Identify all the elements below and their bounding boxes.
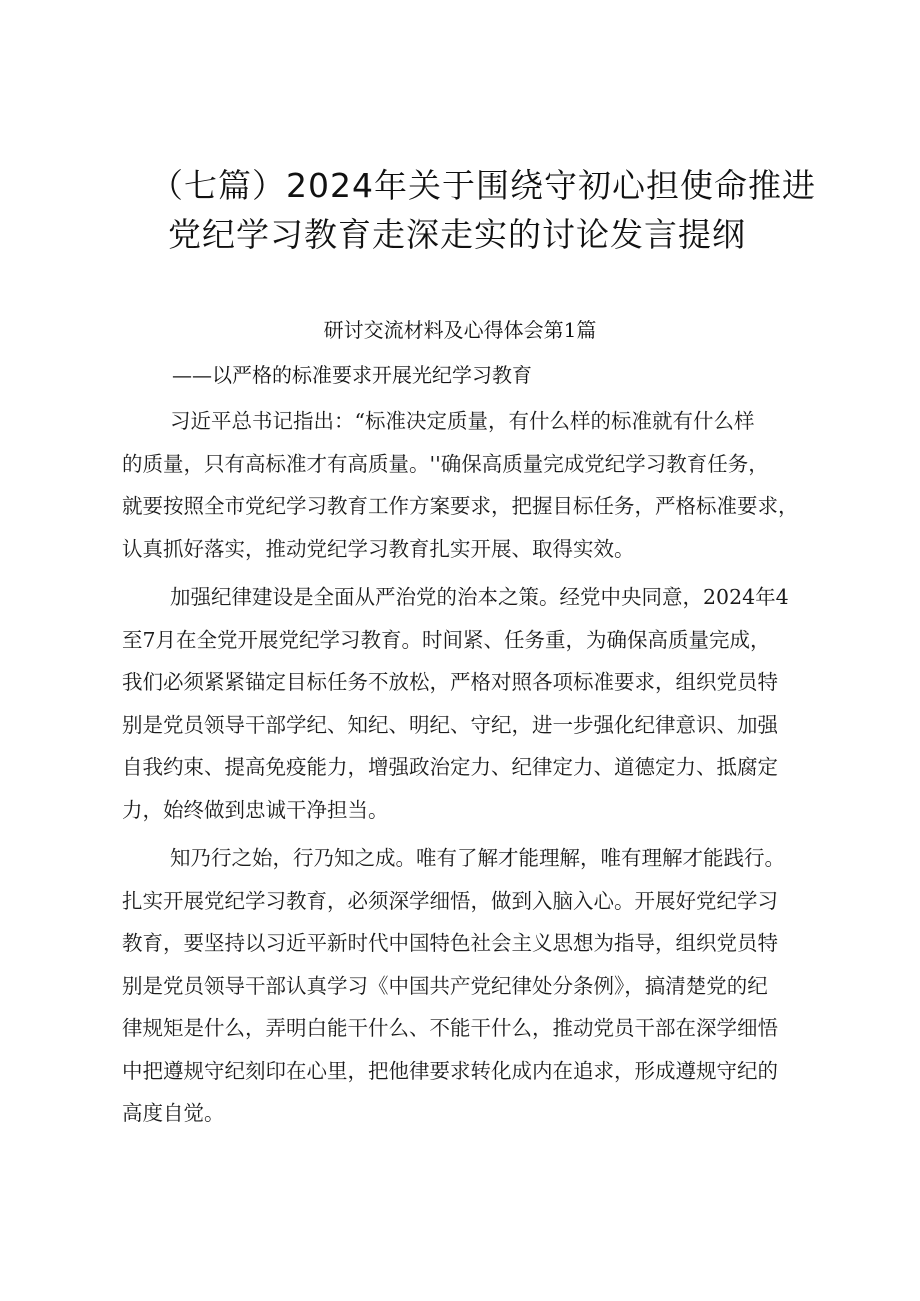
- document-title-line-2: 党纪学习教育走深走实的讨论发言提纲: [168, 215, 746, 254]
- paragraph-line: 自我约束、提高免疫能力，增强政治定力、纪律定力、道德定力、抵腐定: [122, 755, 778, 779]
- paragraph-3: [122, 837, 822, 1135]
- paragraph-line: 就要按照全市党纪学习教育工作方案要求，把握目标任务，严格标准要求，: [122, 494, 799, 518]
- paragraph-line: 中把遵规守纪刻印在心里，把他律要求转化成内在追求，形成遵规守纪的: [122, 1058, 778, 1083]
- paragraph-line: 认真抓好落实，推动党纪学习教育扎实开展、取得实效。: [122, 536, 635, 561]
- paragraph-line: 教育，要坚持以习近平新时代中国特色社会主义思想为指导，组织党员特: [122, 931, 778, 955]
- paragraph-2: [122, 576, 822, 831]
- paragraph-line: 至7月在全党开展党纪学习教育。时间紧、任务重，为确保高质量完成，: [122, 627, 771, 652]
- section-subheading: ——以严格的标准要求开展光纪学习教育: [172, 363, 532, 387]
- paragraph-line: 加强纪律建设是全面从严治党的治本之策。经党中央同意，2024年4: [170, 585, 789, 609]
- paragraph-line: 扎实开展党纪学习教育，必须深学细悟，做到入脑入心。开展好党纪学习: [122, 888, 778, 913]
- paragraph-line: 别是党员领导干部认真学习《中国共产党纪律处分条例》，搞清楚党的纪: [122, 973, 768, 998]
- document-title-line-1: （七篇）2024年关于围绕守初心担使命推进: [150, 166, 816, 205]
- paragraph-1: [122, 400, 822, 570]
- paragraph-line: 习近平总书记指出：“标准决定质量，有什么样的标准就有什么样: [170, 409, 755, 433]
- paragraph-line: 我们必须紧紧锚定目标任务不放松，严格对照各项标准要求，组织党员特: [122, 670, 778, 694]
- paragraph-line: 力，始终做到忠诚干净担当。: [122, 797, 389, 822]
- paragraph-line: 知乃行之始，行乃知之成。唯有了解才能理解，唯有理解才能践行。: [170, 846, 785, 870]
- section-subtitle: 研讨交流材料及心得体会第1篇: [323, 318, 597, 342]
- paragraph-line: 高度自觉。: [122, 1101, 225, 1125]
- paragraph-line: 律规矩是什么，弄明白能干什么、不能干什么，推动党员干部在深学细悟: [122, 1016, 778, 1040]
- paragraph-line: 的质量，只有高标准才有高质量。''确保高质量完成党纪学习教育任务，: [122, 451, 769, 476]
- paragraph-line: 别是党员领导干部学纪、知纪、明纪、守纪，进一步强化纪律意识、加强: [122, 712, 778, 737]
